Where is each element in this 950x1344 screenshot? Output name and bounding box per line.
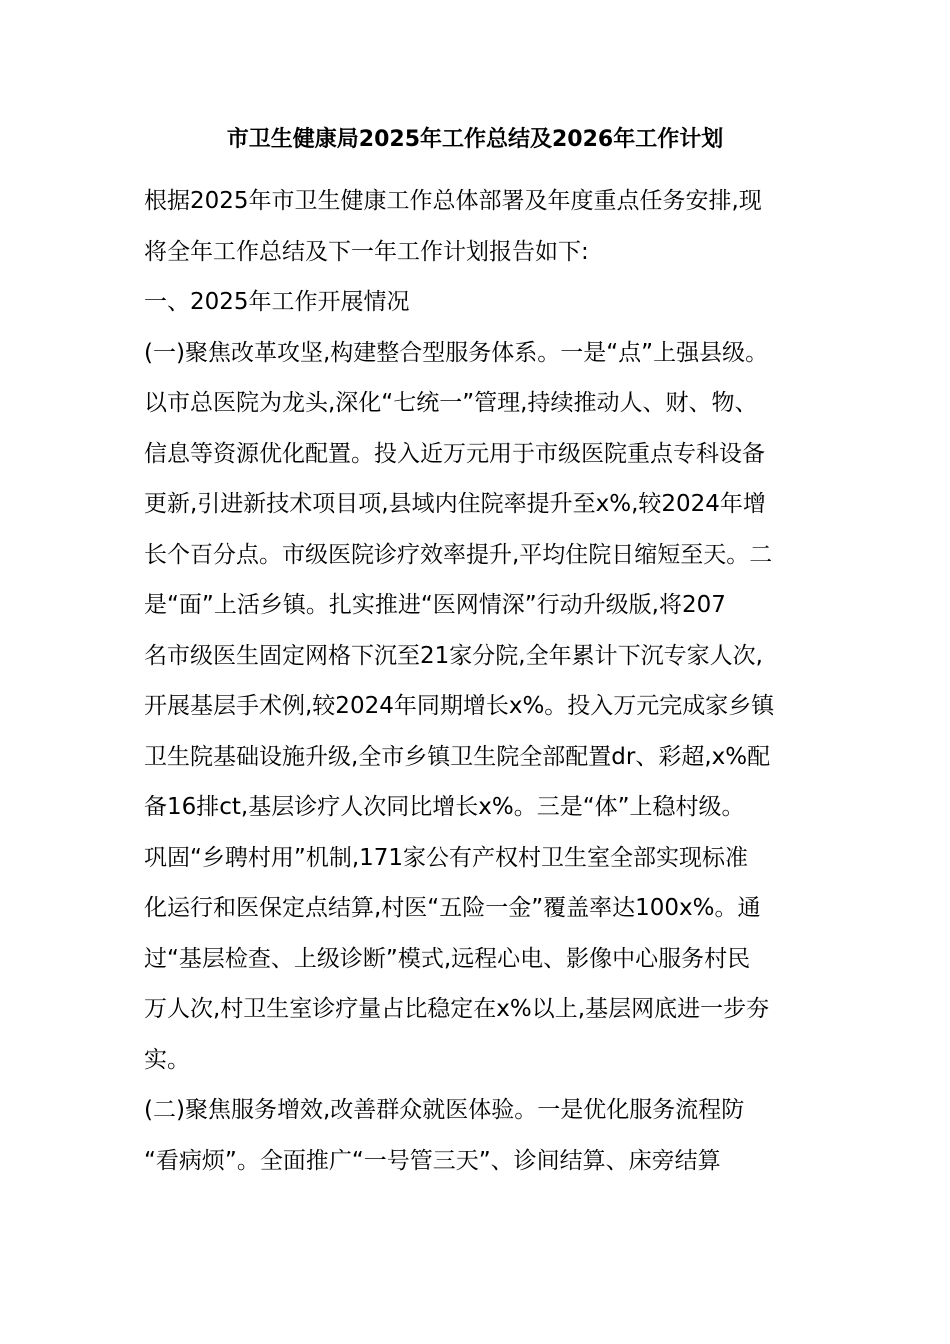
paragraph-1-line-15: 实。: [144, 1046, 190, 1073]
intro-line-2: 将全年工作总结及下一年工作计划报告如下:: [144, 238, 589, 265]
paragraph-1-line-9: 卫生院基础设施升级,全市乡镇卫生院全部配置dr、彩超,x%配: [144, 743, 771, 770]
paragraph-2-line-1: (二)聚焦服务增效,改善群众就医体验。一是优化服务流程防: [144, 1097, 745, 1123]
paragraph-1-line-2: 以市总医院为龙头,深化“七统一”管理,持续推动人、财、物、: [144, 390, 758, 416]
document-body: [144, 176, 814, 1186]
intro-line-1: 根据2025年市卫生健康工作总体部署及年度重点任务安排,现: [144, 188, 762, 214]
paragraph-1-line-5: 长个百分点。市级医院诊疗效率提升,平均住院日缩短至天。二: [144, 541, 773, 568]
paragraph-1-line-6: 是“面”上活乡镇。扎实推进“医网情深”行动升级版,将207: [144, 592, 726, 618]
paragraph-1-line-11: 巩固“乡聘村用”机制,171家公有产权村卫生室全部实现标准: [144, 844, 749, 871]
paragraph-2-line-2: “看病烦”。全面推广“一号管三天”、诊间结算、床旁结算: [144, 1147, 721, 1174]
paragraph-1-line-14: 万人次,村卫生室诊疗量占比稳定在x%以上,基层网底进一步夯: [144, 996, 770, 1022]
document-title: 市卫生健康局2025年工作总结及2026年工作计划: [226, 127, 724, 152]
paragraph-1-line-12: 化运行和医保定点结算,村医“五险一金”覆盖率达100x%。通: [144, 895, 761, 921]
paragraph-1-line-3: 信息等资源优化配置。投入近万元用于市级医院重点专科设备: [144, 440, 765, 467]
paragraph-1-line-7: 名市级医生固定网格下沉至21家分院,全年累计下沉专家人次,: [144, 642, 763, 669]
paragraph-1-line-1: (一)聚焦改革攻坚,构建整合型服务体系。一是“点”上强县级。: [144, 339, 769, 366]
paragraph-1-line-8: 开展基层手术例,较2024年同期增长x%。投入万元完成家乡镇: [144, 693, 775, 719]
paragraph-1-line-10: 备16排ct,基层诊疗人次同比增长x%。三是“体”上稳村级。: [144, 794, 745, 820]
paragraph-1-line-4: 更新,引进新技术项目项,县域内住院率提升至x%,较2024年增: [144, 491, 766, 517]
section-heading-1: 一、2025年工作开展情况: [144, 289, 410, 315]
paragraph-1-line-13: 过“基层检查、上级诊断”模式,远程心电、影像中心服务村民: [144, 945, 751, 972]
